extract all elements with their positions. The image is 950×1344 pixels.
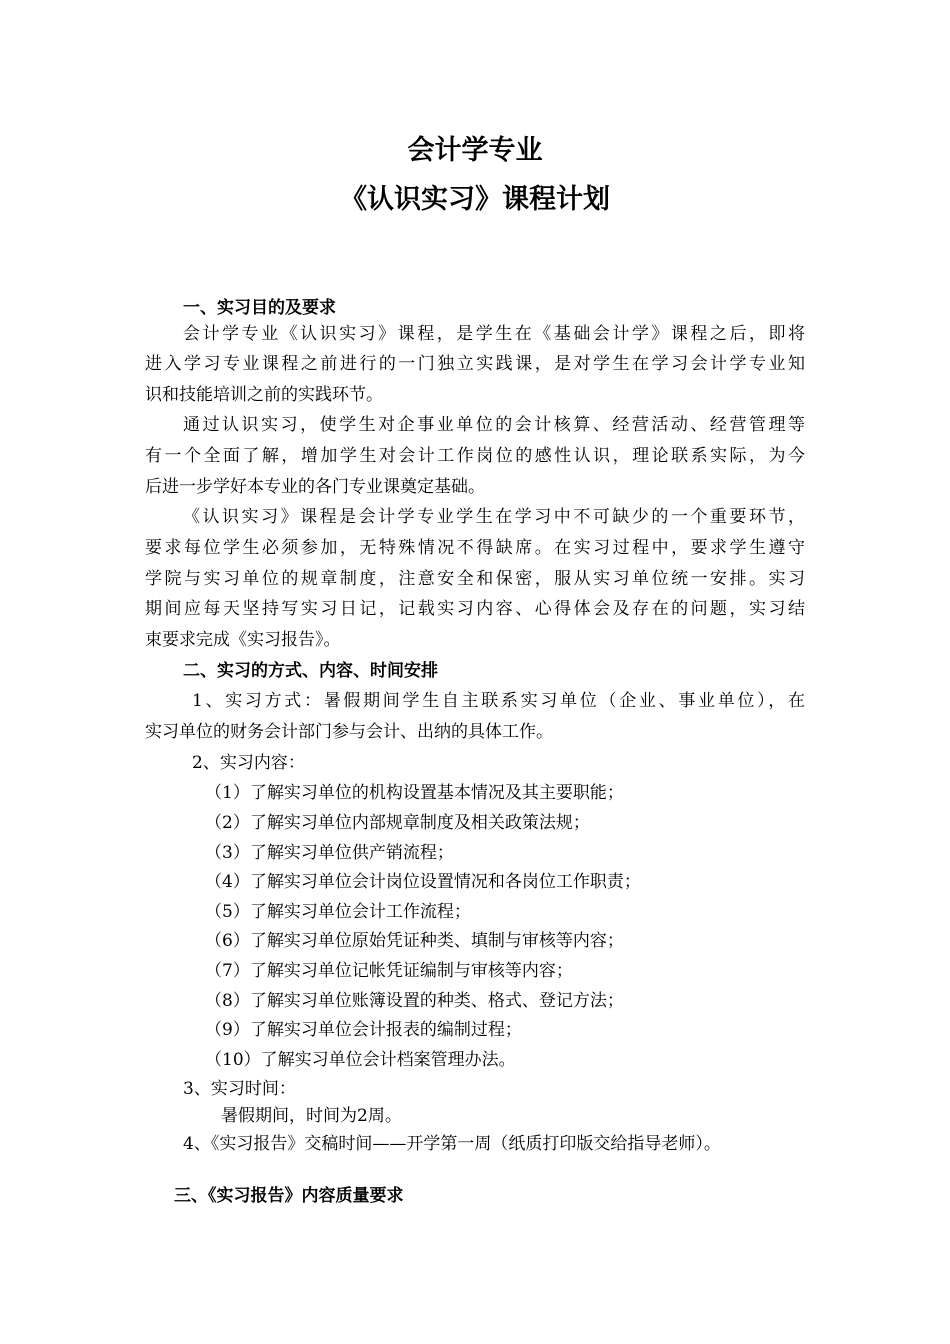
section1-paragraph3-line: 要求每位学生必须参加，无特殊情况不得缺席。在实习过程中，要求学生遵守 (145, 538, 805, 558)
content-item: （9）了解实习单位会计报表的编制过程； (205, 1020, 522, 1040)
section1-paragraph3-line: 束要求完成《实习报告》。 (145, 630, 341, 650)
content-item: （5）了解实习单位会计工作流程； (205, 902, 471, 922)
content-heading: 2、实习内容： (192, 753, 305, 773)
content-item: （10）了解实习单位会计档案管理办法。 (205, 1050, 516, 1070)
section1-paragraph2-line: 有一个全面了解，增加学生对会计工作岗位的感性认识，理论联系实际，为今 (145, 446, 805, 466)
section1-paragraph3-line: 《认识实习》课程是会计学专业学生在学习中不可缺少的一个重要环节， (183, 507, 805, 527)
document-title-course: 《认识实习》课程计划 (340, 184, 610, 215)
report-time: 4、《实习报告》交稿时间——开学第一周（纸质打印版交给指导老师）。 (183, 1134, 721, 1154)
method-line: 实习单位的财务会计部门参与会计、出纳的具体工作。 (145, 722, 553, 742)
section1-paragraph2-line: 通过认识实习，使学生对企事业单位的会计核算、经营活动、经营管理等 (183, 415, 805, 435)
section1-paragraph1-line: 识和技能培训之前的实践环节。 (145, 385, 383, 405)
section1-paragraph1-line: 会计学专业《认识实习》课程，是学生在《基础会计学》课程之后，即将 (183, 324, 805, 344)
content-item: （4）了解实习单位会计岗位设置情况和各岗位工作职责； (205, 872, 641, 892)
section1-paragraph3-line: 期间应每天坚持写实习日记，记载实习内容、心得体会及存在的问题，实习结 (145, 599, 805, 619)
time-heading: 3、实习时间： (183, 1079, 296, 1099)
section2-heading: 二、实习的方式、内容、时间安排 (183, 661, 438, 681)
section3-heading: 三、《实习报告》内容质量要求 (174, 1186, 404, 1206)
time-value: 暑假期间，时间为2周。 (221, 1106, 402, 1126)
content-item: （8）了解实习单位账簿设置的种类、格式、登记方法； (205, 991, 624, 1011)
section1-paragraph1-line: 进入学习专业课程之前进行的一门独立实践课，是对学生在学习会计学专业知 (145, 354, 805, 374)
method-line: 1、实习方式：暑假期间学生自主联系实习单位（企业、事业单位），在 (192, 691, 805, 711)
content-item: （1）了解实习单位的机构设置基本情况及其主要职能； (205, 783, 624, 803)
content-item: （6）了解实习单位原始凭证种类、填制与审核等内容； (205, 931, 624, 951)
content-item: （2）了解实习单位内部规章制度及相关政策法规； (205, 813, 590, 833)
content-item: （3）了解实习单位供产销流程； (205, 843, 454, 863)
content-item: （7）了解实习单位记帐凭证编制与审核等内容； (205, 961, 573, 981)
section1-paragraph3-line: 学院与实习单位的规章制度，注意安全和保密，服从实习单位统一安排。实习 (145, 569, 805, 589)
section1-heading: 一、实习目的及要求 (183, 298, 336, 318)
section1-paragraph2-line: 后进一步学好本专业的各门专业课奠定基础。 (145, 477, 485, 497)
document-title-major: 会计学专业 (407, 135, 543, 166)
